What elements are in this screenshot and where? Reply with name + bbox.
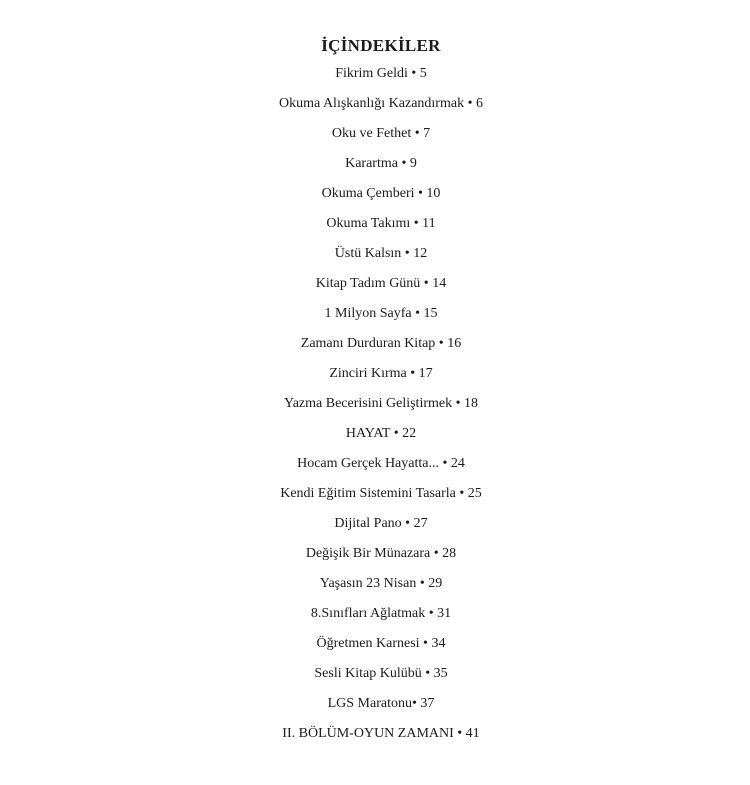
toc-entry-okuma-takimi: Okuma Takımı • 11: [326, 216, 436, 231]
toc-entry-dijital-pano: Dijital Pano • 27: [334, 516, 428, 531]
toc-list: [0, 59, 750, 749]
toc-entry-okuma-cemberi: Okuma Çemberi • 10: [321, 186, 441, 201]
toc-entry-kendi-egitim-sistemi: Kendi Eğitim Sistemini Tasarla • 25: [280, 486, 482, 501]
toc-entry-8-siniflari-aglatmak: 8.Sınıfları Ağlatmak • 31: [310, 606, 452, 621]
toc-entry-degisik-bir-munazara: Değişik Bir Münazara • 28: [305, 546, 457, 561]
toc-entry-sesli-kitap-kulubu: Sesli Kitap Kulübü • 35: [314, 666, 448, 681]
table-of-contents: [0, 33, 750, 749]
toc-entry-lgs-maratonu: LGS Maratonu• 37: [327, 696, 435, 711]
toc-title: İÇİNDEKİLER: [321, 36, 441, 55]
toc-entry-fikrim-geldi: Fikrim Geldi • 5: [335, 66, 427, 81]
toc-entry-yasasin-23-nisan: Yaşasın 23 Nisan • 29: [319, 576, 443, 591]
toc-entry-1-milyon-sayfa: 1 Milyon Sayfa • 15: [324, 306, 438, 321]
toc-entry-oku-ve-fethet: Oku ve Fethet • 7: [331, 126, 431, 141]
toc-entry-ogretmen-karnesi: Öğretmen Karnesi • 34: [316, 636, 446, 651]
toc-entry-zamani-durduran-kitap: Zamanı Durduran Kitap • 16: [300, 336, 462, 351]
toc-entry-ustu-kalsin: Üstü Kalsın • 12: [334, 246, 428, 261]
toc-entry-yazma-becerisi: Yazma Becerisini Geliştirmek • 18: [284, 396, 478, 411]
toc-entry-oyun-zamani: II. BÖLÜM-OYUN ZAMANI • 41: [282, 726, 480, 741]
toc-entry-okuma-aliskanligi: Okuma Alışkanlığı Kazandırmak • 6: [279, 96, 483, 111]
toc-entry-hayat: HAYAT • 22: [345, 426, 417, 441]
toc-entry-zinciri-kirma: Zinciri Kırma • 17: [329, 366, 433, 381]
toc-entry-kitap-tadim-gunu: Kitap Tadım Günü • 14: [315, 276, 447, 291]
toc-entry-karartma: Karartma • 9: [345, 156, 417, 171]
toc-entry-hocam-gercek-hayatta: Hocam Gerçek Hayatta... • 24: [297, 456, 465, 471]
